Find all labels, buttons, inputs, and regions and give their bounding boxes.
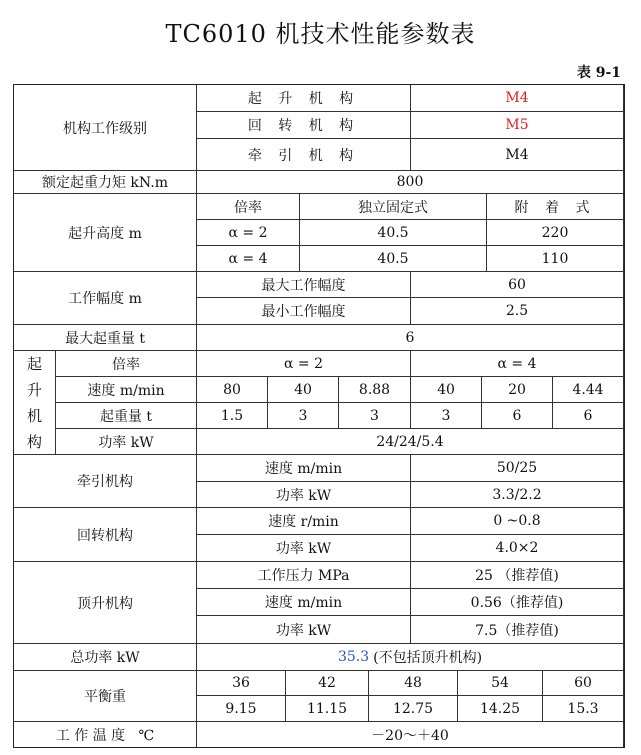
counterweight-label: 平衡重 <box>14 671 197 722</box>
max-load-label: 最大起重量 t <box>14 325 197 351</box>
slewing-speed-value: 0 ~0.8 <box>411 508 624 535</box>
mech-grade-label: 机构工作级别 <box>14 85 197 171</box>
hoist-load-label: 起重量 t <box>56 403 197 429</box>
slewing-power-label: 功率 kW <box>197 535 411 562</box>
max-load-value: 6 <box>197 325 624 351</box>
hoist-load-2: 3 <box>268 403 339 429</box>
lift-height-row1-attached: 220 <box>487 220 624 246</box>
traction-speed-value: 50/25 <box>411 455 624 482</box>
slewing-speed-label: 速度 r/min <box>197 508 411 535</box>
traction-power-value: 3.3/2.2 <box>411 482 624 508</box>
hoist-speed-6: 4.44 <box>553 377 624 403</box>
climbing-speed-value: 0.56（推荐值) <box>411 589 624 616</box>
hoist-ratio-a4: α = 4 <box>411 351 624 377</box>
climbing-speed-label: 速度 m/min <box>197 589 411 616</box>
hoist-speed-label: 速度 m/min <box>56 377 197 403</box>
climbing-power-label: 功率 kW <box>197 616 411 644</box>
climbing-pressure-label: 工作压力 MPa <box>197 562 411 589</box>
hoist-power-label: 功率 kW <box>56 429 197 455</box>
hoist-load-5: 6 <box>482 403 553 429</box>
table-number: 表 9-1 <box>576 65 621 81</box>
counterweight-jib-5: 60 <box>543 671 624 696</box>
grade-hoist-value: M4 <box>411 85 624 112</box>
hoist-side-char-2: 升 <box>26 380 42 399</box>
climbing-power-value: 7.5（推荐值) <box>411 616 624 644</box>
counterweight-jib-4: 54 <box>458 671 543 696</box>
lift-height-row2-attached: 110 <box>487 246 624 272</box>
radius-max-name: 最大工作幅度 <box>197 272 411 298</box>
hoist-side-char-1: 起 <box>26 354 42 373</box>
counterweight-jib-1: 36 <box>197 671 286 696</box>
counterweight-weight-1: 9.15 <box>197 696 286 722</box>
moment-label: 额定起重力矩 kN.m <box>14 171 197 194</box>
lift-height-row2-ratio: α = 4 <box>197 246 300 272</box>
grade-traction-value: M4 <box>411 139 624 171</box>
radius-min-value: 2.5 <box>411 298 624 325</box>
temperature-value: －20～＋40 <box>197 722 624 747</box>
hoist-ratio-label: 倍率 <box>56 351 197 377</box>
lift-height-row2-fixed: 40.5 <box>300 246 487 272</box>
hoist-ratio-a2: α = 2 <box>197 351 411 377</box>
counterweight-weight-4: 14.25 <box>458 696 543 722</box>
climbing-label: 顶升机构 <box>14 562 197 644</box>
hoist-load-3: 3 <box>339 403 411 429</box>
hoist-speed-1: 80 <box>197 377 268 403</box>
slewing-label: 回转机构 <box>14 508 197 562</box>
slewing-power-value: 4.0×2 <box>411 535 624 562</box>
traction-label: 牵引机构 <box>14 455 197 508</box>
counterweight-jib-2: 42 <box>286 671 369 696</box>
lift-height-label: 起升高度 m <box>14 194 197 272</box>
counterweight-weight-3: 12.75 <box>369 696 458 722</box>
hoist-power-value: 24/24/5.4 <box>197 429 624 455</box>
lift-height-header-attached: 附 着 式 <box>487 194 624 220</box>
lift-height-header-fixed: 独立固定式 <box>300 194 487 220</box>
page-title: TC6010 机技术性能参数表 <box>165 20 476 48</box>
total-power-note: (不包括顶升机构) <box>373 650 483 666</box>
temperature-label: 工 作 温 度 ℃ <box>14 722 197 747</box>
traction-power-label: 功率 kW <box>197 482 411 508</box>
grade-slew-value: M5 <box>411 112 624 139</box>
radius-label: 工作幅度 m <box>14 272 197 325</box>
grade-slew-name: 回 转 机 构 <box>197 112 411 139</box>
hoist-speed-3: 8.88 <box>339 377 411 403</box>
total-power-label: 总功率 kW <box>14 644 197 671</box>
hoist-load-1: 1.5 <box>197 403 268 429</box>
lift-height-header-ratio: 倍率 <box>197 194 300 220</box>
hoist-load-4: 3 <box>411 403 482 429</box>
hoist-speed-4: 40 <box>411 377 482 403</box>
total-power-value: 35.3 <box>337 649 370 665</box>
counterweight-weight-5: 15.3 <box>543 696 624 722</box>
hoist-side-char-4: 构 <box>26 432 42 451</box>
grade-traction-name: 牵 引 机 构 <box>197 139 411 171</box>
radius-max-value: 60 <box>411 272 624 298</box>
radius-min-name: 最小工作幅度 <box>197 298 411 325</box>
lift-height-row1-ratio: α = 2 <box>197 220 300 246</box>
hoist-side-char-3: 机 <box>26 406 42 425</box>
climbing-pressure-value: 25 （推荐值) <box>411 562 624 589</box>
total-power-cell <box>197 644 624 671</box>
lift-height-row1-fixed: 40.5 <box>300 220 487 246</box>
counterweight-weight-2: 11.15 <box>286 696 369 722</box>
moment-value: 800 <box>197 171 624 194</box>
hoist-speed-2: 40 <box>268 377 339 403</box>
traction-speed-label: 速度 m/min <box>197 455 411 482</box>
counterweight-jib-3: 48 <box>369 671 458 696</box>
grade-hoist-name: 起 升 机 构 <box>197 85 411 112</box>
spec-table <box>13 84 625 748</box>
hoist-speed-5: 20 <box>482 377 553 403</box>
hoist-load-6: 6 <box>553 403 624 429</box>
hoist-side-label <box>14 351 56 455</box>
